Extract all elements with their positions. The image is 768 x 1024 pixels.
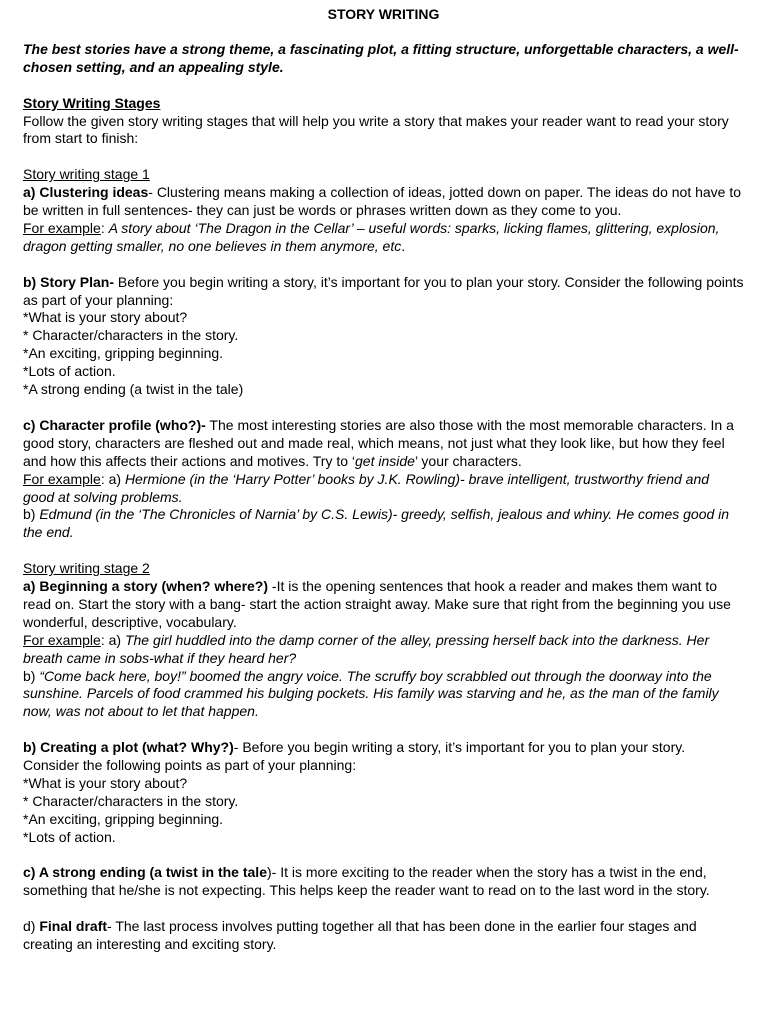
character-profile-text-end: ’ your characters. [414,452,522,469]
intro-paragraph: The best stories have a strong theme, a fascinating plot, a fitting structure, unforgettable characters, a well-chosen setting, and an appealing style. [23,40,739,75]
document-title: STORY WRITING [327,6,440,22]
beginning-text: -It is the opening sentences that hook a reader and makes them want to read on. Start the story with a bang- start the action straight away. Make sure that right from the beginning you use wonderful, descriptive, vocabulary. [23,578,731,630]
spacer [23,256,744,274]
example-end: . [401,237,406,254]
plan-point: *An exciting, gripping beginning. [23,345,224,362]
plot-point: * Character/characters in the story. [23,792,239,809]
clustering-ideas-label: a) Clustering ideas [23,184,149,201]
spacer [23,399,744,417]
story-plan-text: Before you begin writing a story, it’s important for you to plan your story. Consider the following points as part of your planning: [23,273,744,308]
plan-point: * Character/characters in the story. [23,327,239,344]
example-label: For example [23,470,101,487]
spacer [23,77,744,95]
plan-point: *Lots of action. [23,363,116,380]
plot-point: *What is your story about? [23,774,188,791]
ending-paragraph [23,864,744,900]
example-label: For example [23,219,101,236]
beginning-example-b [23,668,744,722]
beginning-example-b-text: “Come back here, boy!” boomed the angry voice. The scruffy boy scrabbled out through the doorway into the sunshine. Parcels of food crammed his bulging pockets. His family was starving and he, as the man of the family now, was not about to let that happen. [23,667,719,720]
plot-point: *Lots of action. [23,828,116,845]
beginning-label: a) Beginning a story (when? where?) [23,578,269,595]
clustering-example [23,220,744,256]
final-draft-text: - The last process involves putting together all that has been done in the earlier four stages and creating an interesting and exciting story. [23,918,697,953]
plot-text: - Before you begin writing a story, it’s important for you to plan your story. Consider the following points as part of your planning: [23,739,686,774]
spacer [23,148,744,166]
example-label: For example [23,631,101,648]
stage2-heading: Story writing stage 2 [23,560,150,577]
spacer [23,721,744,739]
spacer [23,542,744,560]
final-draft-paragraph [23,918,744,954]
example-colon: : [100,219,109,236]
clustering-ideas-text: - Clustering means making a collection of ideas, jotted down on paper. The ideas do not have to be written in full sentences- they can just be words or phrases written down as they come to you. [23,184,742,219]
beginning-paragraph [23,578,744,632]
beginning-example-a [23,632,744,668]
spacer [23,900,744,918]
example-prefix: : a) [100,470,125,487]
ending-label: c) A strong ending (a twist in the tale [23,864,267,881]
beginning-example-a-text: The girl huddled into the damp corner of the alley, pressing herself back into the darkness. Her breath came in sobs-what if they heard her? [23,631,710,666]
example-prefix: b) [23,506,40,523]
plot-point: *An exciting, gripping beginning. [23,810,224,827]
plan-point: *What is your story about? [23,309,188,326]
stage1-heading: Story writing stage 1 [23,166,150,183]
story-plan-paragraph [23,274,744,310]
stages-intro: Follow the given story writing stages that will help you write a story that makes your reader want to read your story from start to finish: [23,112,729,147]
character-profile-label: c) Character profile (who?)- [23,416,206,433]
character-example-a-text: Hermione (in the ‘Harry Potter’ books by J.K. Rowling)- brave intelligent, trustworthy friend and good at solving problems. [23,470,710,505]
plot-paragraph [23,739,744,775]
example-prefix: : a) [100,631,125,648]
character-profile-emphasis: get inside [355,452,415,469]
spacer [23,847,744,865]
final-draft-label: Final draft [39,918,108,935]
clustering-example-text: A story about ‘The Dragon in the Cellar’ – useful words: sparks, licking flames, glittering, explosion, dragon getting smaller, no one believes in them anymore, etc [23,219,720,254]
stages-heading: Story Writing Stages [23,94,161,111]
clustering-ideas-paragraph [23,184,744,220]
character-example-b [23,506,744,542]
final-draft-prefix: d) [23,918,40,935]
plot-label: b) Creating a plot (what? Why?) [23,739,234,756]
character-example-b-text: Edmund (in the ‘The Chronicles of Narnia’ by C.S. Lewis)- greedy, selfish, jealous and whiny. He comes good in the end. [23,506,730,541]
story-plan-label: b) Story Plan- [23,273,115,290]
character-profile-text: The most interesting stories are also those with the most memorable characters. In a good story, characters are fleshed out and made real, which means, not just what they look like, but how they feel and how this affects their actions and motives. Try to ‘ [23,416,734,469]
ending-text: )- It is more exciting to the reader when the story has a twist in the end, something that he/she is not expecting. This helps keep the reader want to read on to the last word in the story. [23,864,710,899]
character-example-a [23,471,744,507]
example-prefix: b) [23,667,40,684]
character-profile-paragraph [23,417,744,471]
plan-point: *A strong ending (a twist in the tale) [23,381,244,398]
